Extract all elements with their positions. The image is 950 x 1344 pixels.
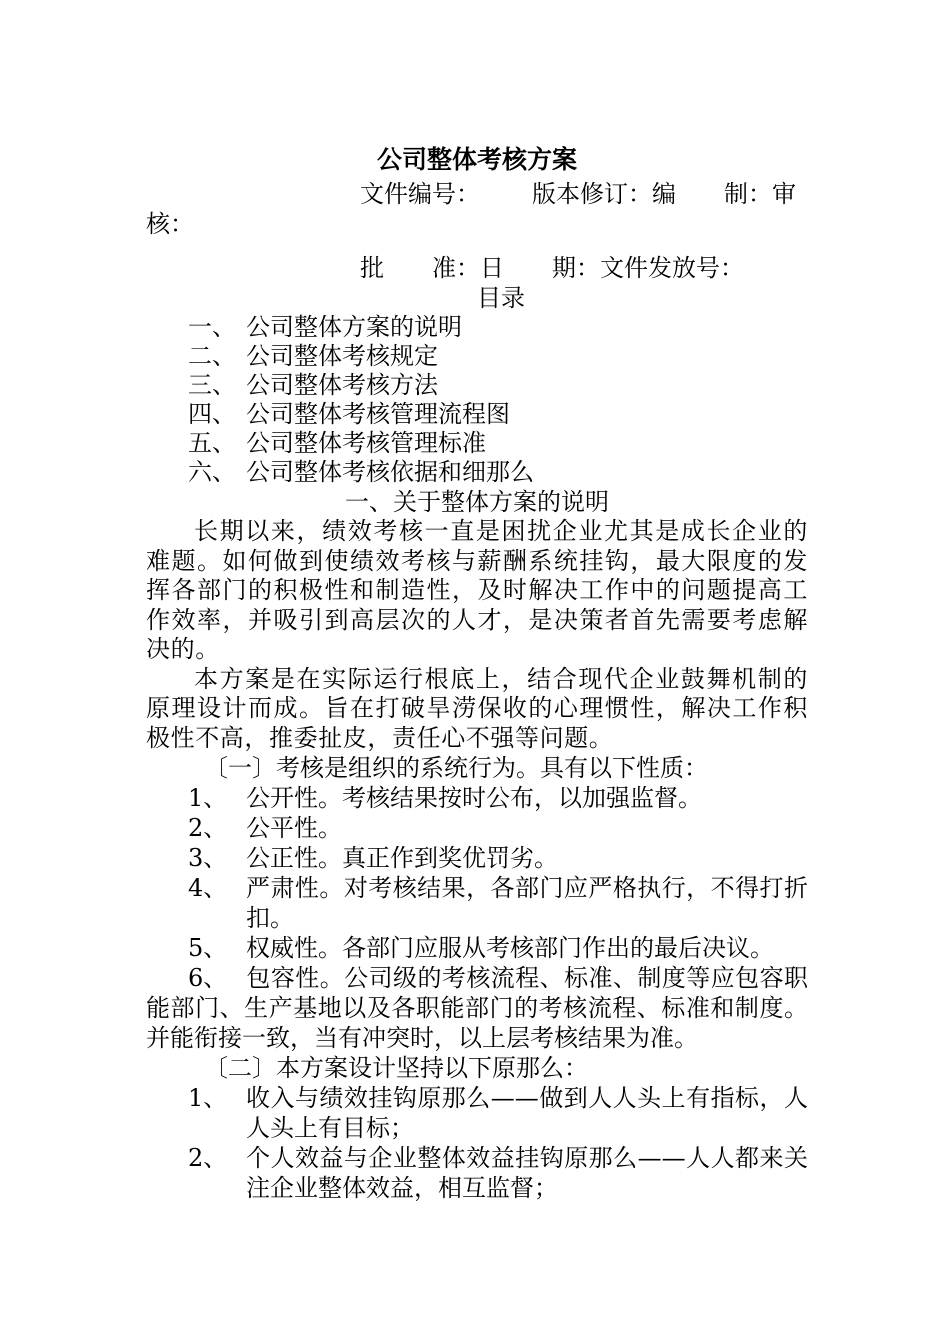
subsection-title: 〔二〕本方案设计坚持以下原那么： — [204, 1054, 588, 1082]
principle-list — [146, 1083, 808, 1203]
reviewer-label-a: 审 — [772, 180, 796, 208]
section-title: 一、关于整体方案的说明 — [345, 488, 609, 516]
date-label-a: 日 — [480, 254, 504, 282]
body-paragraph: 本方案是在实际运行根底上，结合现代企业鼓舞机制的原理设计而成。旨在打破旱涝保收的心理惯性，解决工作积极性不高，推委扯皮，责任心不强等问题。 — [146, 664, 808, 752]
document-page — [146, 143, 808, 1203]
document-meta-line-1 — [146, 179, 808, 209]
reviewer-label-b: 核： — [146, 210, 194, 238]
toc-item: 三、 公司整体考核方法 — [188, 371, 438, 399]
table-of-contents — [146, 313, 808, 487]
property-list — [146, 783, 808, 1053]
toc-item: 二、 公司整体考核规定 — [188, 342, 438, 370]
editor-label-b: 制： — [724, 180, 772, 208]
list-item: 3、 公正性。真正作到奖优罚劣。 — [188, 844, 558, 872]
toc-item: 五、 公司整体考核管理标准 — [188, 429, 486, 457]
list-item: 2、 公平性。 — [188, 814, 342, 842]
list-item: 1、 收入与绩效挂钩原那么——做到人人头上有指标，人人头上有目标； — [188, 1084, 808, 1142]
editor-label-a: 编 — [652, 180, 676, 208]
document-title: 公司整体考核方案 — [376, 145, 577, 174]
subsection-title: 〔一〕考核是组织的系统行为。具有以下性质： — [204, 754, 708, 782]
toc-title: 目录 — [477, 284, 525, 312]
file-number-label: 文件编号： — [360, 180, 480, 208]
list-item: 5、 权威性。各部门应服从考核部门作出的最后决议。 — [188, 934, 774, 962]
toc-item: 四、 公司整体考核管理流程图 — [188, 400, 510, 428]
version-label: 版本修订： — [532, 180, 652, 208]
toc-item: 一、 公司整体方案的说明 — [188, 313, 462, 341]
list-item: 2、 个人效益与企业整体效益挂钩原那么——人人都来关注企业整体效益，相互监督； — [188, 1144, 808, 1202]
list-item: 6、 包容性。公司级的考核流程、标准、制度等应包容职能部门、生产基地以及各职能部门的考核流程、标准和制度。并能衔接一致，当有冲突时，以上层考核结果为准。 — [146, 964, 808, 1052]
issue-number-label: 文件发放号： — [600, 254, 744, 282]
list-item: 4、 严肃性。对考核结果，各部门应严格执行，不得打折扣。 — [188, 874, 808, 932]
toc-item: 六、 公司整体考核依据和细那么 — [188, 458, 534, 486]
body-paragraph: 长期以来，绩效考核一直是困扰企业尤其是成长企业的难题。如何做到使绩效考核与薪酬系统挂钩，最大限度的发挥各部门的积极性和制造性，及时解决工作中的问题提高工作效率，并吸引到高层次的人才，是决策者首先需要考虑解决的。 — [146, 517, 808, 663]
approver-label-a: 批 — [360, 254, 384, 282]
list-item: 1、 公开性。考核结果按时公布，以加强监督。 — [188, 784, 702, 812]
document-meta-line-2 — [146, 253, 808, 283]
approver-label-b: 准： — [432, 254, 480, 282]
date-label-b: 期： — [552, 254, 600, 282]
